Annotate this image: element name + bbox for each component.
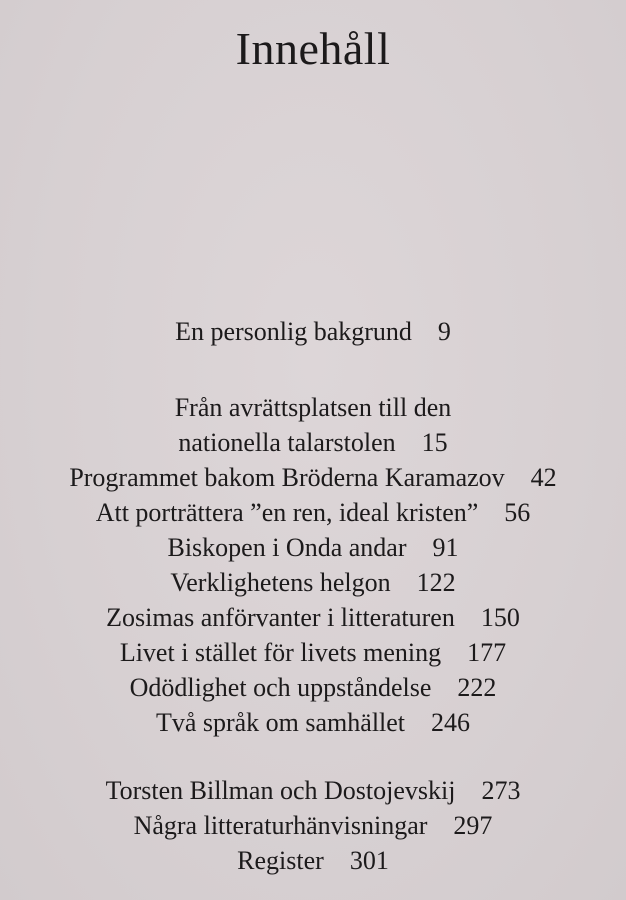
toc-entry bbox=[0, 843, 626, 878]
toc-entry-title: Torsten Billman och Dostojevskij bbox=[105, 776, 456, 805]
toc-entry bbox=[0, 495, 626, 530]
toc-entry bbox=[0, 808, 626, 843]
toc-entry-title: Att porträttera ”en ren, ideal kristen” bbox=[95, 498, 479, 527]
toc-entry-title: Biskopen i Onda andar bbox=[167, 533, 407, 562]
toc-entry bbox=[0, 773, 626, 808]
toc-entry-title: Programmet bakom Bröderna Karamazov bbox=[69, 463, 505, 492]
toc-entry-title: Från avrättsplatsen till den bbox=[174, 393, 452, 422]
toc-entry-title: Zosimas anförvanter i litteraturen bbox=[106, 603, 455, 632]
toc-entry-page: 150 bbox=[480, 603, 520, 632]
toc-entry-page: 222 bbox=[457, 673, 497, 702]
toc-entry-page: 91 bbox=[432, 533, 459, 562]
toc-entry-title: Två språk om samhället bbox=[155, 708, 406, 737]
toc-entry bbox=[0, 565, 626, 600]
toc-entry-title: Odödlighet och uppståndelse bbox=[129, 673, 432, 702]
toc-entry bbox=[0, 460, 626, 495]
toc-entry-title: En personlig bakgrund bbox=[175, 317, 412, 346]
toc-entry-page: 273 bbox=[481, 776, 521, 805]
toc-entry-title: Livet i stället för livets mening bbox=[119, 638, 442, 667]
toc-entry bbox=[0, 314, 626, 349]
toc-entry bbox=[0, 390, 626, 425]
toc-entry-page: 9 bbox=[437, 317, 451, 346]
page-title: Innehåll bbox=[235, 23, 391, 74]
toc-group-appendix bbox=[0, 773, 626, 878]
toc-entry-page: 177 bbox=[467, 638, 507, 667]
toc-entry-page: 122 bbox=[416, 568, 456, 597]
toc-group-intro bbox=[0, 314, 626, 349]
toc-entry-page: 42 bbox=[530, 463, 557, 492]
toc-entry bbox=[0, 635, 626, 670]
toc-entry bbox=[0, 670, 626, 705]
toc-entry-page: 246 bbox=[431, 708, 471, 737]
toc-entry-page: 15 bbox=[421, 428, 448, 457]
toc-entry bbox=[0, 425, 626, 460]
toc-entry bbox=[0, 600, 626, 635]
toc-entry-title: Några litteraturhänvisningar bbox=[133, 811, 428, 840]
toc-group-chapters bbox=[0, 390, 626, 740]
toc-entry-title: Register bbox=[237, 846, 324, 875]
toc-entry-page: 297 bbox=[453, 811, 493, 840]
toc-entry-title: Verklighetens helgon bbox=[170, 568, 391, 597]
toc-entry-title: nationella talarstolen bbox=[178, 428, 396, 457]
toc-entry bbox=[0, 705, 626, 740]
toc-entry-page: 56 bbox=[504, 498, 531, 527]
toc-entry bbox=[0, 530, 626, 565]
toc-entry-page: 301 bbox=[349, 846, 389, 875]
